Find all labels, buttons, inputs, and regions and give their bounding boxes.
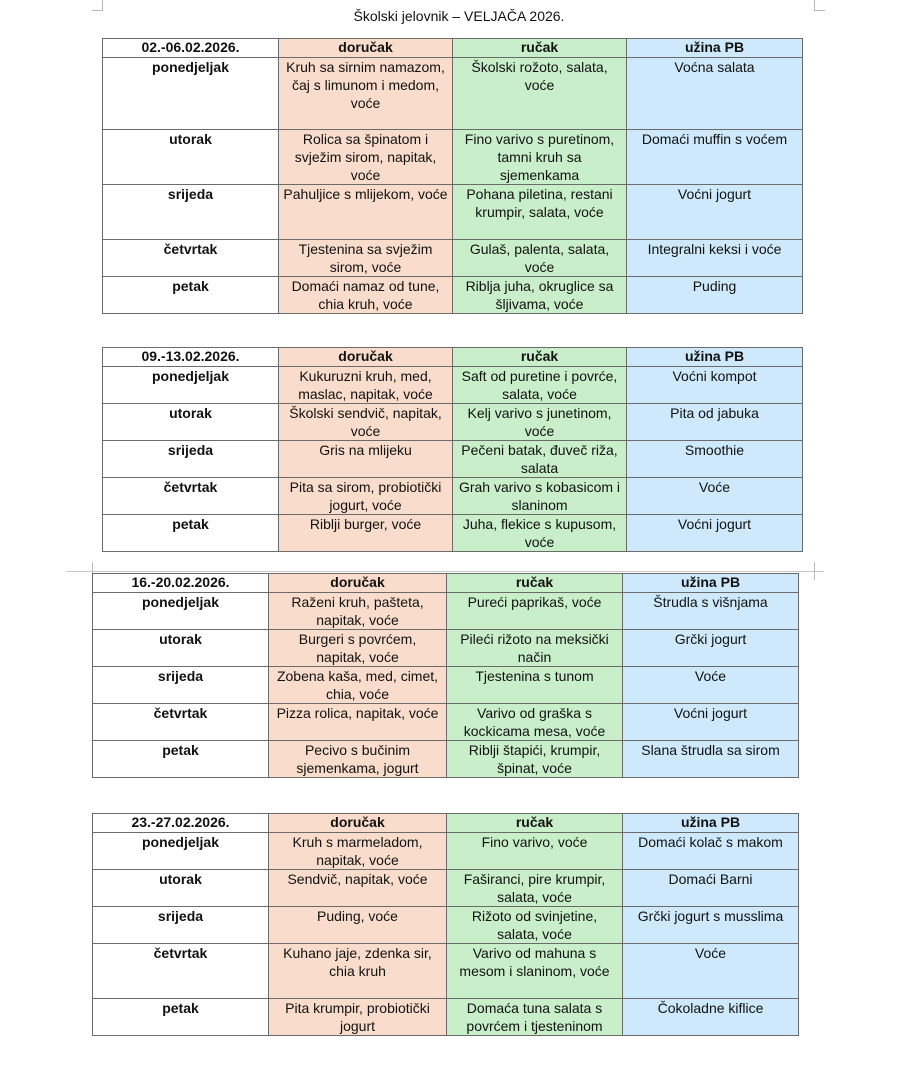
lunch-cell: Tjestenina s tunom bbox=[447, 667, 623, 704]
week-table bbox=[92, 573, 799, 778]
lunch-cell: Pečeni batak, đuveč riža, salata bbox=[453, 441, 627, 478]
lunch-cell: Rižoto od svinjetine, salata, voće bbox=[447, 907, 623, 944]
snack-cell: Domaći kolač s makom bbox=[623, 833, 799, 870]
day-label: četvrtak bbox=[93, 704, 269, 741]
column-header-lunch: ručak bbox=[453, 39, 627, 58]
week-table bbox=[102, 38, 803, 314]
column-header-lunch: ručak bbox=[447, 574, 623, 593]
table-row bbox=[103, 58, 803, 130]
table-row bbox=[103, 240, 803, 277]
day-label: četvrtak bbox=[93, 944, 269, 999]
lunch-cell: Školski rožoto, salata, voće bbox=[453, 58, 627, 130]
breakfast-cell: Burgeri s povrćem, napitak, voće bbox=[269, 630, 447, 667]
lunch-cell: Fino varivo s puretinom, tamni kruh sa sjemenkama bbox=[453, 130, 627, 185]
page-break-divider bbox=[66, 571, 824, 572]
breakfast-cell: Pita sa sirom, probiotički jogurt, voće bbox=[279, 478, 453, 515]
day-label: četvrtak bbox=[103, 240, 279, 277]
lunch-cell: Domaća tuna salata s povrćem i tjesteninom bbox=[447, 999, 623, 1036]
breakfast-cell: Tjestenina sa svježim sirom, voće bbox=[279, 240, 453, 277]
lunch-cell: Riblja juha, okruglice sa šljivama, voće bbox=[453, 277, 627, 314]
snack-cell: Integralni keksi i voće bbox=[627, 240, 803, 277]
week-table bbox=[102, 347, 803, 552]
breakfast-cell: Pahuljice s mlijekom, voće bbox=[279, 185, 453, 240]
snack-cell: Štrudla s višnjama bbox=[623, 593, 799, 630]
page-corner-mark bbox=[814, 562, 815, 580]
breakfast-cell: Kuhano jaje, zdenka sir, chia kruh bbox=[269, 944, 447, 999]
table-row bbox=[103, 404, 803, 441]
day-label: ponedjeljak bbox=[103, 367, 279, 404]
day-label: utorak bbox=[103, 130, 279, 185]
day-label: srijeda bbox=[93, 907, 269, 944]
column-header-breakfast: doručak bbox=[279, 39, 453, 58]
column-header-snack: užina PB bbox=[627, 39, 803, 58]
breakfast-cell: Gris na mlijeku bbox=[279, 441, 453, 478]
snack-cell: Grčki jogurt bbox=[623, 630, 799, 667]
day-label: utorak bbox=[93, 870, 269, 907]
snack-cell: Smoothie bbox=[627, 441, 803, 478]
breakfast-cell: Zobena kaša, med, cimet, chia, voće bbox=[269, 667, 447, 704]
breakfast-cell: Rolica sa špinatom i svježim sirom, napitak, voće bbox=[279, 130, 453, 185]
table-row bbox=[93, 741, 799, 778]
table-row bbox=[93, 999, 799, 1036]
lunch-cell: Pohana piletina, restani krumpir, salata, voće bbox=[453, 185, 627, 240]
table-row bbox=[93, 870, 799, 907]
column-header-breakfast: doručak bbox=[279, 348, 453, 367]
day-label: utorak bbox=[93, 630, 269, 667]
snack-cell: Voće bbox=[627, 478, 803, 515]
breakfast-cell: Puding, voće bbox=[269, 907, 447, 944]
lunch-cell: Grah varivo s kobasicom i slaninom bbox=[453, 478, 627, 515]
day-label: ponedjeljak bbox=[93, 593, 269, 630]
snack-cell: Voćni jogurt bbox=[627, 185, 803, 240]
breakfast-cell: Raženi kruh, pašteta, napitak, voće bbox=[269, 593, 447, 630]
column-header-breakfast: doručak bbox=[269, 574, 447, 593]
breakfast-cell: Pecivo s bučinim sjemenkama, jogurt bbox=[269, 741, 447, 778]
column-header-snack: užina PB bbox=[623, 574, 799, 593]
column-header-lunch: ručak bbox=[453, 348, 627, 367]
table-row bbox=[103, 515, 803, 552]
breakfast-cell: Kruh s marmeladom, napitak, voće bbox=[269, 833, 447, 870]
snack-cell: Čokoladne kiflice bbox=[623, 999, 799, 1036]
lunch-cell: Saft od puretine i povrće, salata, voće bbox=[453, 367, 627, 404]
day-label: ponedjeljak bbox=[103, 58, 279, 130]
snack-cell: Voćna salata bbox=[627, 58, 803, 130]
table-row bbox=[93, 593, 799, 630]
day-label: utorak bbox=[103, 404, 279, 441]
table-row bbox=[103, 130, 803, 185]
day-label: srijeda bbox=[103, 185, 279, 240]
week-range: 16.-20.02.2026. bbox=[93, 574, 269, 593]
breakfast-cell: Kruh sa sirnim namazom, čaj s limunom i medom, voće bbox=[279, 58, 453, 130]
day-label: ponedjeljak bbox=[93, 833, 269, 870]
table-row bbox=[93, 704, 799, 741]
lunch-cell: Gulaš, palenta, salata, voće bbox=[453, 240, 627, 277]
lunch-cell: Fino varivo, voće bbox=[447, 833, 623, 870]
lunch-cell: Faširanci, pire krumpir, salata, voće bbox=[447, 870, 623, 907]
table-row bbox=[103, 478, 803, 515]
day-label: petak bbox=[93, 999, 269, 1036]
lunch-cell: Kelj varivo s junetinom, voće bbox=[453, 404, 627, 441]
column-header-snack: užina PB bbox=[627, 348, 803, 367]
snack-cell: Voće bbox=[623, 667, 799, 704]
snack-cell: Grčki jogurt s musslima bbox=[623, 907, 799, 944]
table-row bbox=[93, 907, 799, 944]
table-row bbox=[103, 277, 803, 314]
snack-cell: Voće bbox=[623, 944, 799, 999]
lunch-cell: Pureći paprikaš, voće bbox=[447, 593, 623, 630]
page-title: Školski jelovnik – VELJAČA 2026. bbox=[353, 8, 565, 24]
snack-cell: Voćni kompot bbox=[627, 367, 803, 404]
snack-cell: Pita od jabuka bbox=[627, 404, 803, 441]
lunch-cell: Juha, flekice s kupusom, voće bbox=[453, 515, 627, 552]
week-range: 23.-27.02.2026. bbox=[93, 814, 269, 833]
breakfast-cell: Školski sendvič, napitak, voće bbox=[279, 404, 453, 441]
table-row bbox=[93, 630, 799, 667]
breakfast-cell: Kukuruzni kruh, med, maslac, napitak, voće bbox=[279, 367, 453, 404]
lunch-cell: Riblji štapići, krumpir, špinat, voće bbox=[447, 741, 623, 778]
breakfast-cell: Sendvič, napitak, voće bbox=[269, 870, 447, 907]
breakfast-cell: Pizza rolica, napitak, voće bbox=[269, 704, 447, 741]
snack-cell: Slana štrudla sa sirom bbox=[623, 741, 799, 778]
day-label: srijeda bbox=[93, 667, 269, 704]
snack-cell: Domaći Barni bbox=[623, 870, 799, 907]
snack-cell: Voćni jogurt bbox=[627, 515, 803, 552]
day-label: četvrtak bbox=[103, 478, 279, 515]
table-row bbox=[93, 667, 799, 704]
lunch-cell: Varivo od mahuna s mesom i slaninom, voće bbox=[447, 944, 623, 999]
day-label: petak bbox=[103, 515, 279, 552]
lunch-cell: Pileći rižoto na meksički način bbox=[447, 630, 623, 667]
day-label: petak bbox=[93, 741, 269, 778]
column-header-snack: užina PB bbox=[623, 814, 799, 833]
table-row bbox=[103, 185, 803, 240]
table-row bbox=[103, 441, 803, 478]
breakfast-cell: Pita krumpir, probiotički jogurt bbox=[269, 999, 447, 1036]
snack-cell: Voćni jogurt bbox=[623, 704, 799, 741]
table-row bbox=[93, 833, 799, 870]
snack-cell: Domaći muffin s voćem bbox=[627, 130, 803, 185]
table-row bbox=[93, 944, 799, 999]
day-label: srijeda bbox=[103, 441, 279, 478]
breakfast-cell: Riblji burger, voće bbox=[279, 515, 453, 552]
breakfast-cell: Domaći namaz od tune, chia kruh, voće bbox=[279, 277, 453, 314]
column-header-lunch: ručak bbox=[447, 814, 623, 833]
week-range: 09.-13.02.2026. bbox=[103, 348, 279, 367]
lunch-cell: Varivo od graška s kockicama mesa, voće bbox=[447, 704, 623, 741]
day-label: petak bbox=[103, 277, 279, 314]
week-range: 02.-06.02.2026. bbox=[103, 39, 279, 58]
week-table bbox=[92, 813, 799, 1036]
snack-cell: Puding bbox=[627, 277, 803, 314]
table-row bbox=[103, 367, 803, 404]
column-header-breakfast: doručak bbox=[269, 814, 447, 833]
